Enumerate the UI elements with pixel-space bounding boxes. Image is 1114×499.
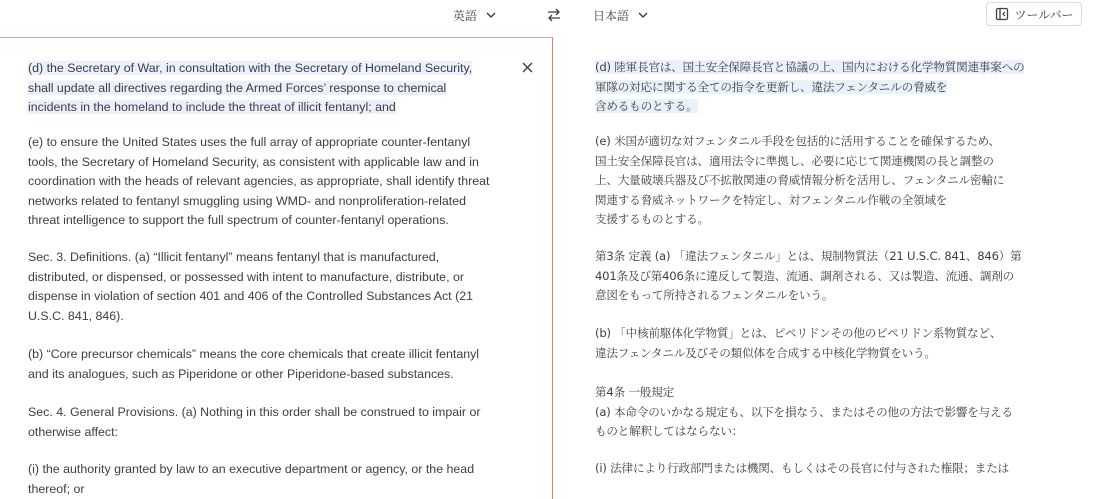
source-paragraph-sec3b [28,345,479,384]
translation-line: (e) 米国が適切な対フェンタニル手段を包括的に活用することを確保するため、 [595,134,1000,148]
source-paragraph-sec4a [28,403,480,442]
source-paragraph-d [28,59,472,118]
source-line: (i) the authority granted by law to an executive department or agency, or the head [28,462,475,476]
close-icon [522,62,533,73]
target-language-select[interactable] [593,5,649,25]
source-line: tools, the Secretary of Homeland Security, as consistent with applicable law and in [28,154,479,169]
toolbar-button[interactable] [986,2,1082,26]
source-line: incidents in the homeland to include the threat of illicit fentanyl; and [28,100,396,114]
translation-paragraph-sec3a [595,247,1022,306]
source-line: and its analogues, such as Piperidone or other Piperidone-based substances. [28,366,454,381]
translation-line: 含めるものとする。 [595,99,698,113]
translation-paragraph-sec3b [595,324,1001,363]
close-button[interactable] [518,58,536,76]
source-language-select[interactable] [453,5,497,25]
source-paragraph-sec3a [28,248,473,326]
chevron-down-icon [637,9,649,21]
source-paragraph-e [28,133,490,231]
source-text-pane[interactable] [0,37,553,499]
language-bar [0,0,1114,30]
translation-line: 第3条 定義 (a) 「違法フェンタニル」とは、規制物質法（21 U.S.C. 841、846）第 [595,249,1022,263]
source-line: thereof; or [28,481,85,496]
source-line: (b) “Core precursor chemicals” means the core chemicals that create illicit fentanyl [28,347,480,361]
translation-line: 上、大量破壊兵器及び不拡散関連の脅威情報分析を活用し、フェンタニル密輸に [595,173,1005,187]
target-language-label: 日本語 [593,8,630,23]
toolbar-label: ツールバー [1014,7,1074,22]
translation-line: (i) 法律により行政部門または機関、もしくはその長官に付与された権限；または [595,461,1009,475]
source-line: U.S.C. 841, 846). [28,308,124,323]
translation-line: ものと解釈してはならない： [595,424,744,438]
translation-line: 第4条 一般規定 [595,385,675,399]
source-line: Sec. 4. General Provisions. (a) Nothing in this order shall be construed to impair or [28,405,481,419]
source-line: dispense in violation of section 401 and 406 of the Controlled Substances Act (21 [28,289,473,303]
source-line: (d) the Secretary of War, in consultation with the Secretary of Homeland Security, [28,61,473,75]
source-line: otherwise affect: [28,424,118,439]
source-line: (e) to ensure the United States uses the full array of appropriate counter-fentanyl [28,135,471,149]
translation-line: 意図をもって所持されるフェンタニルをいう。 [595,288,834,302]
toolbar-panel-icon [995,7,1009,21]
source-language-label: 英語 [453,8,478,23]
source-line: threat intelligence to support the full spectrum of counter-fentanyl operations. [28,213,449,227]
translation-line: 軍隊の対応に関する全ての指令を更新し、違法フェンタニルの脅威を [595,79,948,94]
translation-paragraph-e [595,132,1004,230]
translation-line: (b) 「中核前駆体化学物質」とは、ピペリドンその他のピペリドン系物質など、 [595,326,1002,340]
translation-line: (a) 本命令のいかなる規定も、以下を損なう、またはその他の方法で影響を与える [595,404,1013,419]
source-line: networks related to fentanyl smuggling using WMD- and nonproliferation-related [28,193,467,208]
translation-text-pane [554,37,1114,499]
translation-line: 401条及び第406条に違反して製造、流通、調剤される、又は製造、流通、調剤の [595,268,1015,283]
source-line: distributed, or dispensed, or possessed with intent to manufacture, distribute, or [28,269,464,284]
translation-line: 国土安全保障長官は、適用法令に準拠し、必要に応じて関連機関の長と調整の [595,153,994,168]
translation-line: 支援するものとする。 [595,212,709,226]
source-line: shall update all directives regarding the Armed Forces’ response to chemical [28,80,447,95]
translation-line: 違法フェンタニル及びその類似体を合成する中核化学物質をいう。 [595,345,936,360]
translation-paragraph-sec4 [595,383,1013,442]
source-line: coordination with the heads of relevant agencies, as appropriate, shall identify threat [28,174,490,188]
swap-languages-button[interactable] [544,5,564,25]
swap-arrows-icon [547,8,561,22]
translation-paragraph-d [595,58,1024,117]
translation-paragraph-sec4i [595,459,1009,479]
source-line: Sec. 3. Definitions. (a) “Illicit fentanyl” means fentanyl that is manufactured, [28,250,440,264]
translation-line: (d) 陸軍長官は、国土安全保障長官と協議の上、国内における化学物質関連事案への [595,60,1025,74]
chevron-down-icon [485,9,497,21]
source-paragraph-sec4i [28,460,474,499]
translation-line: 関連する脅威ネットワークを特定し、対フェンタニル作戦の全領域を [595,192,948,207]
